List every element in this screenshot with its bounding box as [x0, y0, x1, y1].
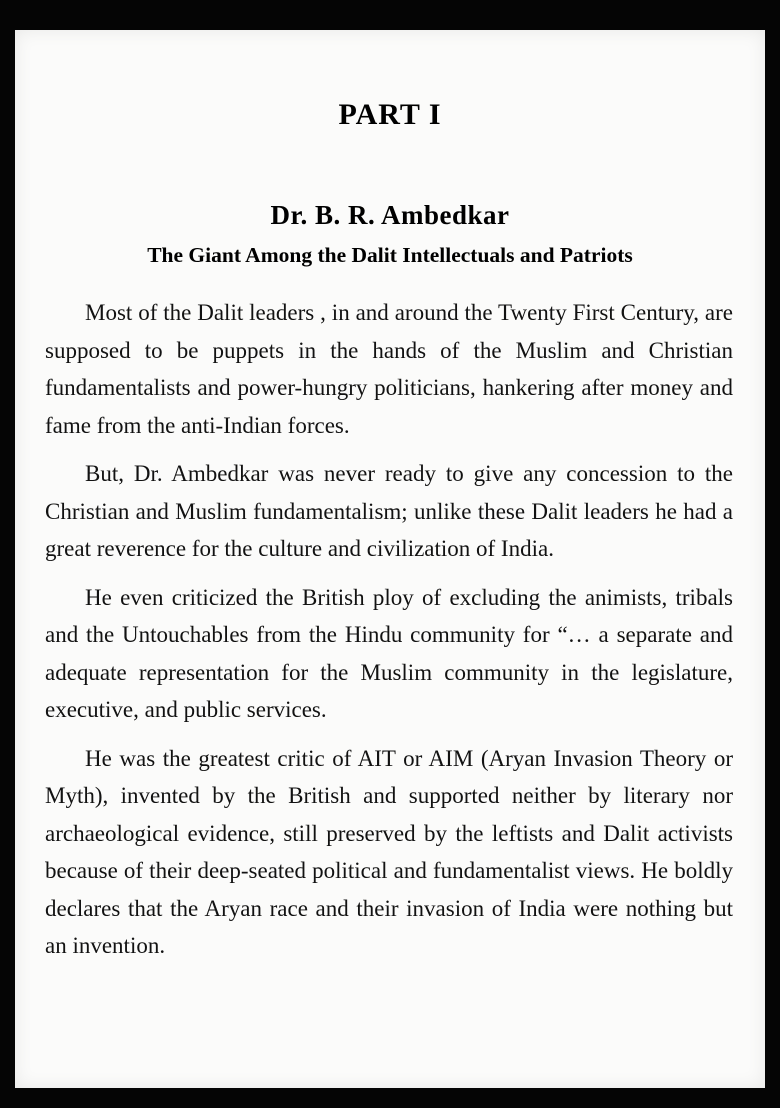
book-page	[15, 30, 765, 1088]
paragraph-1: Most of the Dalit leaders , in and around the Twenty First Century, are supposed to be puppets in the hands of the Muslim and Christian fundamentalists and power-hungry politicians, hankering after money and fame from the anti-Indian forces.	[45, 300, 733, 438]
paragraph-2: But, Dr. Ambedkar was never ready to give any concession to the Christian and Muslim fundamentalism; unlike these Dalit leaders he had a great reverence for the culture and civilization of India.	[45, 461, 733, 561]
paragraph-3: He even criticized the British ploy of excluding the animists, tribals and the Untouchables from the Hindu community for “… a separate and adequate representation for the Muslim community in the legislature, executive, and public services.	[45, 584, 733, 722]
chapter-subtitle: The Giant Among the Dalit Intellectuals and Patriots	[147, 243, 633, 267]
part-title: PART I	[338, 98, 442, 131]
body-text	[15, 268, 765, 965]
chapter-title: Dr. B. R. Ambedkar	[270, 200, 510, 230]
paragraph-4: He was the greatest critic of AIT or AIM (Aryan Invasion Theory or Myth), invented by the British and supported neither by literary nor archaeological evidence, still preserved by the leftists and Dalit activists because of their deep-seated political and fundamentalist views. He boldly declares that the Aryan race and their invasion of India were nothing but an invention.	[45, 745, 733, 958]
